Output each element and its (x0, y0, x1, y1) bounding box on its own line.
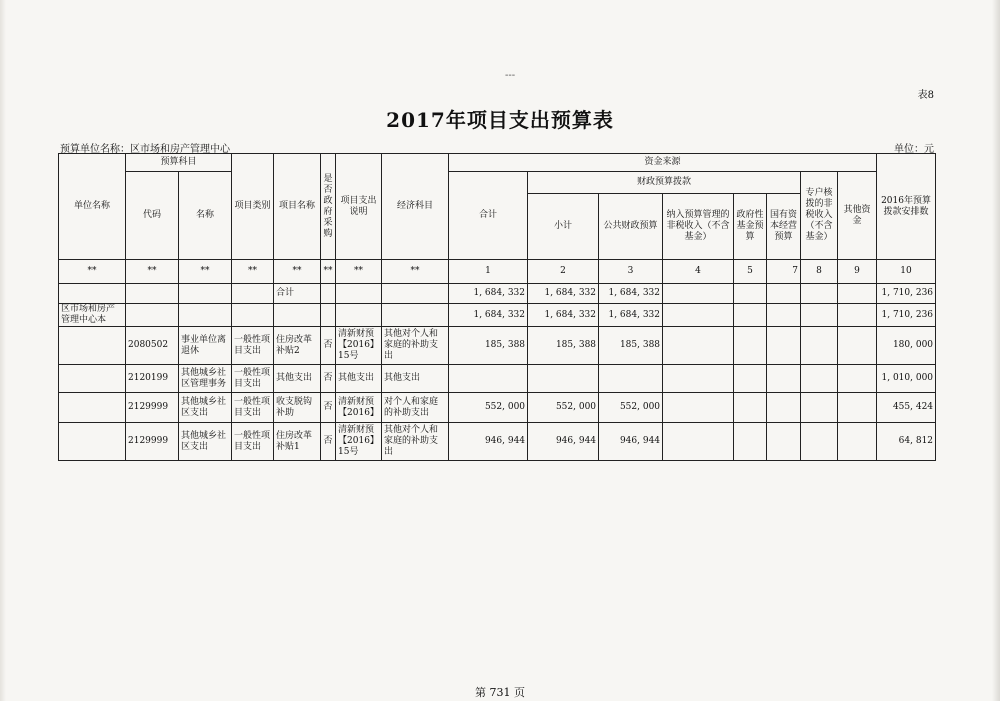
cell-desc: 其他支出 (336, 365, 382, 393)
cell-state-capital (767, 327, 801, 365)
cell-code: 2120199 (126, 365, 179, 393)
cell-other-funds (838, 304, 877, 327)
cell-procurement (321, 304, 336, 327)
table-row-total (59, 284, 936, 304)
cell-type: 一般性项目支出 (232, 327, 274, 365)
currency-unit-label: 单位：元 (894, 144, 934, 155)
cell-nontax (663, 423, 734, 461)
cell-gov-fund (734, 284, 767, 304)
index-cell: ** (274, 260, 321, 284)
header-code: 代码 (126, 172, 179, 260)
index-cell: ** (382, 260, 449, 284)
cell-procurement: 否 (321, 365, 336, 393)
cell-procurement (321, 284, 336, 304)
cell-procurement: 否 (321, 423, 336, 461)
cell-total: 185, 388 (449, 327, 528, 365)
header-gov-procurement: 是否政府采购 (321, 154, 336, 260)
header-gov-fund: 政府性基金预算 (734, 194, 767, 260)
cell-state-capital (767, 365, 801, 393)
cell-state-capital (767, 304, 801, 327)
top-mark: --- (505, 70, 516, 81)
index-cell: 3 (599, 260, 663, 284)
cell-gov-fund (734, 304, 767, 327)
cell-2016: 1, 710, 236 (877, 284, 936, 304)
index-row (59, 260, 936, 284)
index-cell: 2 (528, 260, 599, 284)
cell-public-fiscal (599, 365, 663, 393)
index-cell: 7 (767, 260, 801, 284)
cell-special-nontax (801, 393, 838, 423)
cell-econ: 对个人和家庭的补助支出 (382, 393, 449, 423)
cell-gov-fund (734, 327, 767, 365)
cell-nontax (663, 284, 734, 304)
header-state-capital: 国有资本经营预算 (767, 194, 801, 260)
cell-desc: 清新财预【2016】15号 (336, 423, 382, 461)
cell-2016: 64, 812 (877, 423, 936, 461)
cell-special-nontax (801, 423, 838, 461)
cell-econ: 其他支出 (382, 365, 449, 393)
cell-project: 其他支出 (274, 365, 321, 393)
header-project-name: 项目名称 (274, 154, 321, 260)
cell-subtotal: 946, 944 (528, 423, 599, 461)
cell-public-fiscal: 1, 684, 332 (599, 304, 663, 327)
cell-unit (59, 284, 126, 304)
table-row (59, 423, 936, 461)
header-special-nontax: 专户核拨的非税收入（不含基金） (801, 172, 838, 260)
cell-desc: 清新财预【2016】15号 (336, 327, 382, 365)
header-row-1 (59, 154, 936, 172)
index-cell: ** (179, 260, 232, 284)
cell-special-nontax (801, 284, 838, 304)
cell-name: 其他城乡社区支出 (179, 423, 232, 461)
cell-total (449, 365, 528, 393)
table-number: 表8 (917, 90, 934, 101)
header-2016-allocation: 2016年预算拨款安排数 (877, 154, 936, 260)
cell-state-capital (767, 393, 801, 423)
cell-unit (59, 393, 126, 423)
header-public-fiscal: 公共财政预算 (599, 194, 663, 260)
cell-state-capital (767, 423, 801, 461)
cell-unit (59, 327, 126, 365)
header-econ-subject: 经济科目 (382, 154, 449, 260)
cell-nontax (663, 327, 734, 365)
index-cell: 9 (838, 260, 877, 284)
cell-code (126, 284, 179, 304)
cell-unit: 区市场和房产管理中心本 (59, 304, 126, 327)
cell-desc (336, 284, 382, 304)
table-row (59, 327, 936, 365)
cell-unit (59, 365, 126, 393)
page-number: 第 731 页 (475, 686, 525, 699)
header-subtotal: 小计 (528, 194, 599, 260)
header-row-2 (59, 172, 936, 194)
cell-project: 合计 (274, 284, 321, 304)
cell-subtotal: 1, 684, 332 (528, 304, 599, 327)
index-cell: ** (321, 260, 336, 284)
header-fund-source: 资金来源 (449, 154, 877, 172)
header-total: 合计 (449, 172, 528, 260)
cell-project: 收支脱钩补助 (274, 393, 321, 423)
cell-special-nontax (801, 365, 838, 393)
cell-type: 一般性项目支出 (232, 365, 274, 393)
cell-other-funds (838, 284, 877, 304)
cell-desc (336, 304, 382, 327)
cell-type (232, 284, 274, 304)
table-row (59, 393, 936, 423)
cell-gov-fund (734, 423, 767, 461)
cell-procurement: 否 (321, 327, 336, 365)
cell-public-fiscal: 552, 000 (599, 393, 663, 423)
cell-special-nontax (801, 327, 838, 365)
cell-2016: 180, 000 (877, 327, 936, 365)
page-title: 2017年项目支出预算表 (386, 108, 614, 132)
cell-subtotal: 1, 684, 332 (528, 284, 599, 304)
cell-subtotal: 185, 388 (528, 327, 599, 365)
header-nontax-income: 纳入预算管理的非税收入（不含基金） (663, 194, 734, 260)
budget-unit-label: 预算单位名称：区市场和房产管理中心 (60, 144, 230, 155)
cell-public-fiscal: 946, 944 (599, 423, 663, 461)
header-project-type: 项目类别 (232, 154, 274, 260)
cell-nontax (663, 304, 734, 327)
cell-nontax (663, 365, 734, 393)
cell-econ: 其他对个人和家庭的补助支出 (382, 423, 449, 461)
cell-name (179, 284, 232, 304)
table-row (59, 365, 936, 393)
cell-total: 1, 684, 332 (449, 284, 528, 304)
cell-other-funds (838, 365, 877, 393)
cell-gov-fund (734, 365, 767, 393)
cell-type (232, 304, 274, 327)
cell-2016: 455, 424 (877, 393, 936, 423)
budget-table (58, 153, 936, 461)
table-row (59, 304, 936, 327)
cell-other-funds (838, 327, 877, 365)
cell-state-capital (767, 284, 801, 304)
index-cell: 5 (734, 260, 767, 284)
cell-project: 住房改革补贴2 (274, 327, 321, 365)
index-cell: ** (126, 260, 179, 284)
index-cell: 8 (801, 260, 838, 284)
index-cell: 10 (877, 260, 936, 284)
cell-name (179, 304, 232, 327)
header-other-funds: 其他资金 (838, 172, 877, 260)
cell-desc: 清新财预【2016】 (336, 393, 382, 423)
header-fiscal-allocation: 财政预算拨款 (528, 172, 801, 194)
cell-code: 2129999 (126, 423, 179, 461)
cell-econ: 其他对个人和家庭的补助支出 (382, 327, 449, 365)
cell-type: 一般性项目支出 (232, 423, 274, 461)
cell-subtotal: 552, 000 (528, 393, 599, 423)
cell-name: 其他城乡社区支出 (179, 393, 232, 423)
cell-type: 一般性项目支出 (232, 393, 274, 423)
cell-2016: 1, 710, 236 (877, 304, 936, 327)
index-cell: ** (336, 260, 382, 284)
header-name: 名称 (179, 172, 232, 260)
cell-name: 事业单位离退休 (179, 327, 232, 365)
cell-econ (382, 304, 449, 327)
cell-econ (382, 284, 449, 304)
index-cell: 4 (663, 260, 734, 284)
cell-total: 946, 944 (449, 423, 528, 461)
cell-gov-fund (734, 393, 767, 423)
cell-project: 住房改革补贴1 (274, 423, 321, 461)
cell-special-nontax (801, 304, 838, 327)
cell-project (274, 304, 321, 327)
header-project-desc: 项目支出说明 (336, 154, 382, 260)
cell-other-funds (838, 393, 877, 423)
cell-code: 2080502 (126, 327, 179, 365)
cell-name: 其他城乡社区管理事务 (179, 365, 232, 393)
cell-procurement: 否 (321, 393, 336, 423)
cell-public-fiscal: 1, 684, 332 (599, 284, 663, 304)
cell-other-funds (838, 423, 877, 461)
cell-nontax (663, 393, 734, 423)
cell-subtotal (528, 365, 599, 393)
header-budget-subject: 预算科目 (126, 154, 232, 172)
cell-2016: 1, 010, 000 (877, 365, 936, 393)
index-cell: ** (59, 260, 126, 284)
cell-public-fiscal: 185, 388 (599, 327, 663, 365)
cell-code (126, 304, 179, 327)
cell-total: 552, 000 (449, 393, 528, 423)
index-cell: 1 (449, 260, 528, 284)
cell-unit (59, 423, 126, 461)
cell-code: 2129999 (126, 393, 179, 423)
header-unit-name: 单位名称 (59, 154, 126, 260)
cell-total: 1, 684, 332 (449, 304, 528, 327)
index-cell: ** (232, 260, 274, 284)
